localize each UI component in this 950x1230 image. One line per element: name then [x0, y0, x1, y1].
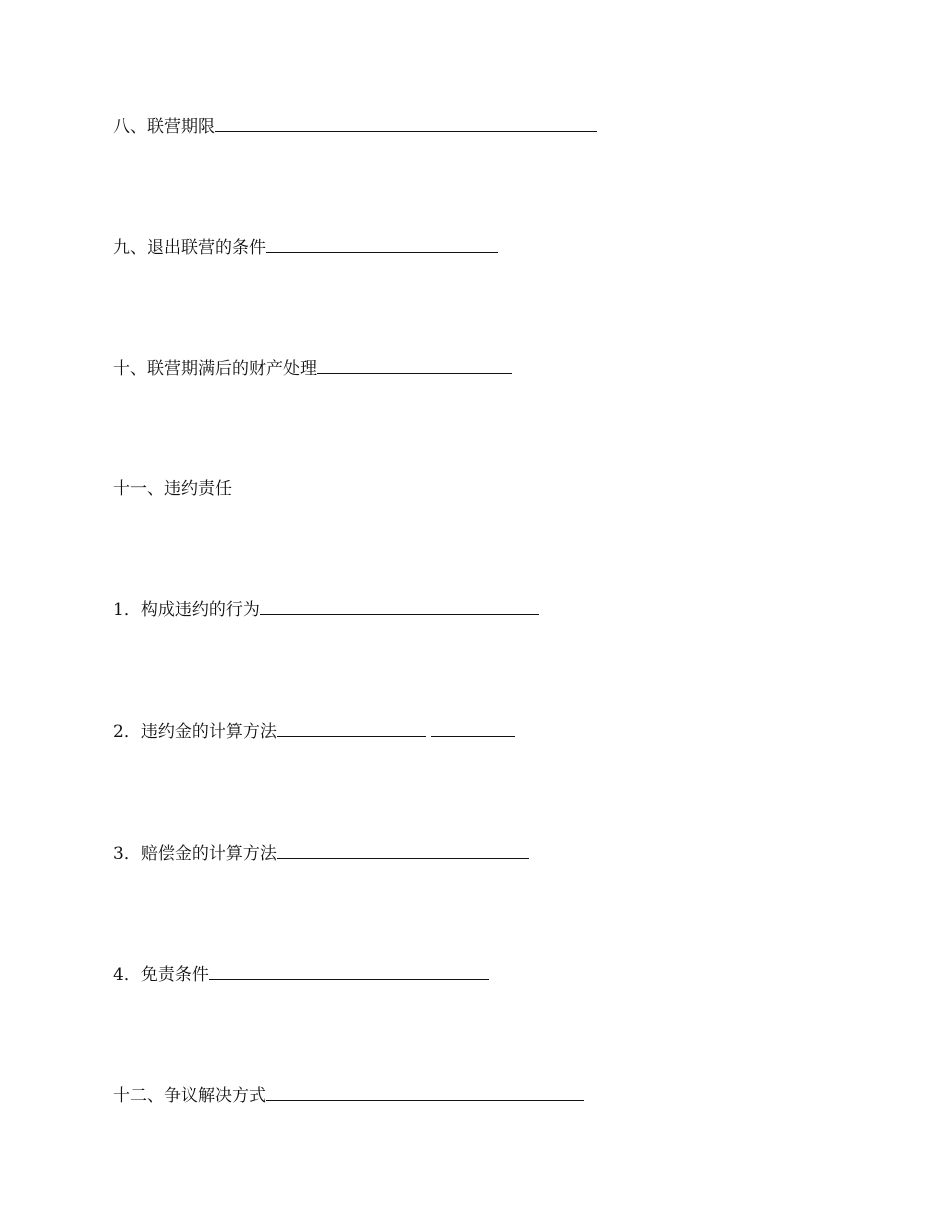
clause-liability-label: 十一、违约责任	[113, 479, 232, 499]
clause-penalty	[113, 719, 515, 743]
clause-breach-acts	[113, 597, 539, 621]
clause-exemption-blank[interactable]	[209, 962, 489, 980]
clause-penalty-label: 2．违约金的计算方法	[113, 722, 277, 742]
clause-liability	[113, 478, 232, 500]
clause-compensation	[113, 841, 529, 865]
clause-term-label: 八、联营期限	[113, 117, 215, 137]
clause-withdrawal	[113, 235, 498, 259]
clause-dispute-label: 十二、争议解决方式	[113, 1086, 266, 1106]
clause-withdrawal-blank[interactable]	[266, 235, 498, 253]
clause-breach-acts-label: 1．构成违约的行为	[113, 600, 260, 620]
clause-term	[113, 114, 597, 138]
clause-exemption-label: 4．免责条件	[113, 965, 209, 985]
clause-withdrawal-label: 九、退出联营的条件	[113, 238, 266, 258]
clause-property-label: 十、联营期满后的财产处理	[113, 359, 317, 379]
clause-property	[113, 356, 512, 380]
clause-breach-acts-blank[interactable]	[260, 597, 539, 615]
clause-exemption	[113, 962, 489, 986]
clause-penalty-blank-1[interactable]	[277, 719, 426, 737]
clause-penalty-blank-2[interactable]	[431, 719, 515, 737]
clause-term-blank[interactable]	[215, 114, 597, 132]
clause-compensation-label: 3．赔偿金的计算方法	[113, 844, 277, 864]
clause-dispute	[113, 1083, 584, 1107]
clause-property-blank[interactable]	[317, 356, 512, 374]
clause-compensation-blank[interactable]	[277, 841, 529, 859]
clause-dispute-blank[interactable]	[266, 1083, 584, 1101]
